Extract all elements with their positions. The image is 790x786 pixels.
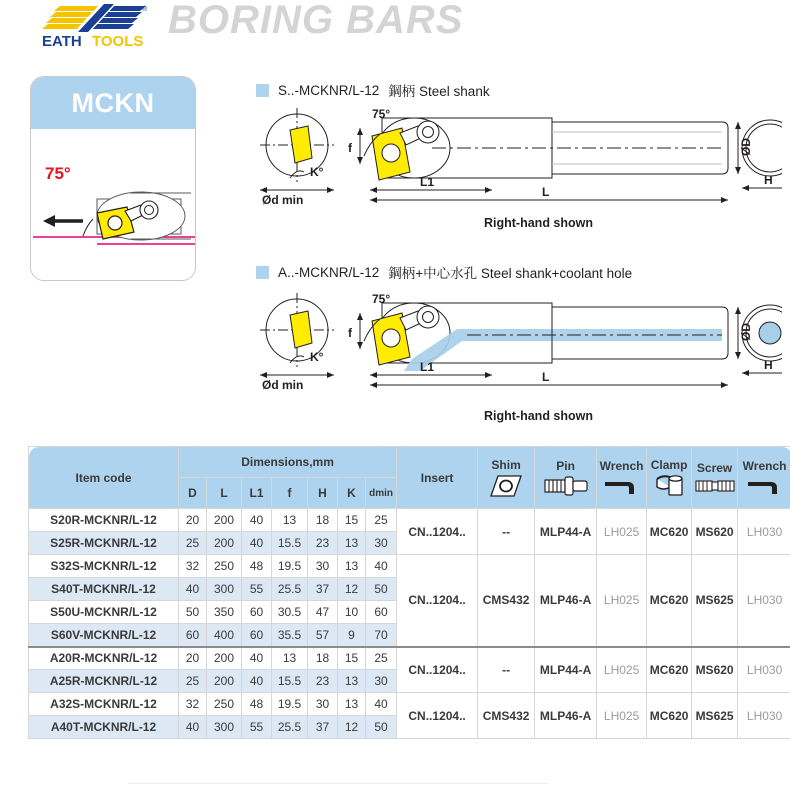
cell-h: 57: [308, 624, 338, 647]
cell-shim: --: [478, 509, 535, 555]
cell-screw: MS625: [692, 693, 738, 739]
cell-l: 400: [207, 624, 242, 647]
th-item-code: Item code: [29, 447, 179, 509]
cell-dmin: 40: [366, 555, 397, 578]
table-header-row-1: [29, 447, 790, 478]
product-card-title: MCKN: [71, 87, 155, 118]
section-1-description: 鋼柄 Steel shank: [388, 84, 490, 99]
th-l1: L1: [242, 478, 272, 509]
cell-shim: --: [478, 647, 535, 693]
drawing-1-dmin-label: Ød min: [262, 193, 304, 207]
table-row: [29, 693, 790, 716]
product-card-illustration: [31, 129, 195, 281]
cell-dmin: 50: [366, 578, 397, 601]
cell-h: 18: [308, 647, 338, 670]
cell-l1: 60: [242, 624, 272, 647]
right-hand-note-2: Right-hand shown: [484, 409, 594, 423]
table-row: [29, 509, 790, 532]
drawing-2-l1-label: L1: [420, 360, 435, 374]
table-body: [29, 509, 790, 739]
th-dimensions-group: Dimensions,mm: [179, 447, 397, 478]
cell-l1: 60: [242, 601, 272, 624]
table-header: [29, 447, 790, 509]
cell-item-code: S25R-MCKNR/L-12: [29, 532, 179, 555]
th-dmin: dmin: [366, 478, 397, 509]
drawing-1-od-label: ØD: [739, 138, 753, 156]
cell-item-code: S40T-MCKNR/L-12: [29, 578, 179, 601]
cell-f: 13: [272, 509, 308, 532]
hex-wrench-icon: [602, 475, 642, 497]
th-h: H: [308, 478, 338, 509]
drawing-2-h-label: H: [764, 358, 773, 372]
cell-dmin: 50: [366, 716, 397, 739]
cell-clamp: MC620: [647, 555, 692, 647]
th-k: K: [338, 478, 366, 509]
specification-table-wrapper: [28, 446, 787, 739]
cell-d: 50: [179, 601, 207, 624]
drawing-2-k-label: K°: [310, 350, 324, 364]
drawing-1-h-label: H: [764, 173, 773, 187]
cell-f: 25.5: [272, 716, 308, 739]
cell-h: 47: [308, 601, 338, 624]
coolant-hole-technical-drawing: [252, 285, 782, 400]
cell-l1: 48: [242, 693, 272, 716]
cell-clamp: MC620: [647, 693, 692, 739]
square-bullet-icon: [256, 84, 269, 97]
section-1-code: S..-MCKNR/L-12: [278, 82, 380, 98]
hex-wrench-icon: [745, 475, 785, 497]
drawing-2-od-label: ØD: [739, 323, 753, 341]
cell-d: 40: [179, 716, 207, 739]
cell-wrench2: LH030: [738, 647, 790, 693]
cell-l1: 40: [242, 647, 272, 670]
cell-k: 13: [338, 532, 366, 555]
right-hand-note-1: Right-hand shown: [484, 216, 594, 230]
cell-k: 15: [338, 509, 366, 532]
clamp-icon: [652, 474, 686, 498]
cell-item-code: A40T-MCKNR/L-12: [29, 716, 179, 739]
footer-divider: [128, 783, 548, 784]
cell-dmin: 25: [366, 509, 397, 532]
cell-clamp: MC620: [647, 509, 692, 555]
cell-k: 12: [338, 716, 366, 739]
company-logo: [30, 2, 170, 50]
cell-wrench1: LH025: [597, 647, 647, 693]
page-header: [0, 0, 790, 58]
cell-l: 200: [207, 509, 242, 532]
cell-pin: MLP46-A: [535, 555, 597, 647]
cell-f: 35.5: [272, 624, 308, 647]
steel-shank-technical-drawing: [252, 100, 782, 215]
cell-l: 300: [207, 578, 242, 601]
cell-k: 9: [338, 624, 366, 647]
section-title-coolant-hole: [256, 262, 632, 282]
cell-item-code: A20R-MCKNR/L-12: [29, 647, 179, 670]
drawing-1-l-label: L: [542, 185, 550, 199]
th-l: L: [207, 478, 242, 509]
cell-shim: CMS432: [478, 555, 535, 647]
eath-tools-logo-icon: [30, 2, 170, 50]
cell-l: 200: [207, 670, 242, 693]
cell-d: 25: [179, 670, 207, 693]
cell-f: 15.5: [272, 532, 308, 555]
cell-f: 25.5: [272, 578, 308, 601]
drawing-2-dmin-label: Ød min: [262, 378, 304, 392]
cell-h: 37: [308, 578, 338, 601]
cell-pin: MLP44-A: [535, 647, 597, 693]
drawing-2-angle-label: 75°: [372, 292, 391, 306]
cell-k: 13: [338, 693, 366, 716]
cell-f: 30.5: [272, 601, 308, 624]
cell-item-code: A25R-MCKNR/L-12: [29, 670, 179, 693]
cell-l1: 48: [242, 555, 272, 578]
feed-direction-arrow-icon: [43, 215, 83, 227]
cell-item-code: S50U-MCKNR/L-12: [29, 601, 179, 624]
cell-l: 250: [207, 693, 242, 716]
page-title: BORING BARS: [168, 0, 464, 42]
cell-l: 200: [207, 532, 242, 555]
cell-d: 60: [179, 624, 207, 647]
cell-f: 15.5: [272, 670, 308, 693]
section-2-description: 鋼柄+中心水孔 Steel shank+coolant hole: [388, 266, 633, 281]
cell-item-code: A32S-MCKNR/L-12: [29, 693, 179, 716]
cell-clamp: MC620: [647, 647, 692, 693]
cell-item-code: S20R-MCKNR/L-12: [29, 509, 179, 532]
mckn-tool-diagram-icon: [31, 129, 196, 281]
cell-h: 37: [308, 716, 338, 739]
drawing-1-f-label: f: [348, 141, 352, 155]
th-wrench-1: Wrench: [597, 447, 647, 509]
cell-l1: 40: [242, 532, 272, 555]
cell-screw: MS620: [692, 647, 738, 693]
cell-wrench1: LH025: [597, 693, 647, 739]
drawing-1-angle-label: 75°: [372, 107, 391, 121]
pin-icon: [543, 475, 589, 497]
table-row: [29, 647, 790, 670]
specification-table: [28, 446, 790, 739]
cell-k: 13: [338, 555, 366, 578]
table-row: [29, 555, 790, 578]
cell-dmin: 30: [366, 670, 397, 693]
section-2-code: A..-MCKNR/L-12: [278, 264, 380, 280]
cell-item-code: S60V-MCKNR/L-12: [29, 624, 179, 647]
cell-k: 15: [338, 647, 366, 670]
product-card-angle-label: 75°: [45, 164, 71, 183]
product-card-header: [31, 77, 195, 129]
cell-k: 12: [338, 578, 366, 601]
cell-d: 20: [179, 647, 207, 670]
drawing-2-l-label: L: [542, 370, 550, 384]
cell-insert: CN..1204..: [397, 509, 478, 555]
th-shim: Shim: [478, 447, 535, 509]
cell-pin: MLP44-A: [535, 509, 597, 555]
cell-l: 250: [207, 555, 242, 578]
cell-k: 13: [338, 670, 366, 693]
cell-insert: CN..1204..: [397, 647, 478, 693]
cell-wrench2: LH030: [738, 509, 790, 555]
cell-l: 200: [207, 647, 242, 670]
cell-l1: 55: [242, 578, 272, 601]
cell-d: 25: [179, 532, 207, 555]
cell-l1: 40: [242, 509, 272, 532]
cell-dmin: 40: [366, 693, 397, 716]
cell-l1: 55: [242, 716, 272, 739]
cell-wrench1: LH025: [597, 555, 647, 647]
cell-wrench1: LH025: [597, 509, 647, 555]
cell-wrench2: LH030: [738, 693, 790, 739]
th-d: D: [179, 478, 207, 509]
cell-d: 40: [179, 578, 207, 601]
cell-d: 32: [179, 693, 207, 716]
drawing-1-l1-label: L1: [420, 175, 435, 189]
th-screw: Screw: [692, 447, 738, 509]
cell-f: 19.5: [272, 693, 308, 716]
square-bullet-icon: [256, 266, 269, 279]
cell-d: 20: [179, 509, 207, 532]
cell-h: 23: [308, 532, 338, 555]
trademark-symbol: ®: [142, 6, 148, 13]
th-clamp: Clamp: [647, 447, 692, 509]
logo-text-tools: TOOLS: [92, 33, 144, 50]
cell-screw: MS620: [692, 509, 738, 555]
drawing-1-k-label: K°: [310, 165, 324, 179]
cell-dmin: 60: [366, 601, 397, 624]
section-title-steel-shank: [256, 80, 490, 100]
cell-f: 13: [272, 647, 308, 670]
cell-dmin: 25: [366, 647, 397, 670]
th-pin: Pin: [535, 447, 597, 509]
cell-shim: CMS432: [478, 693, 535, 739]
cell-pin: MLP46-A: [535, 693, 597, 739]
product-card-mckn: [30, 76, 196, 281]
cell-wrench2: LH030: [738, 555, 790, 647]
cell-d: 32: [179, 555, 207, 578]
screw-icon: [694, 477, 736, 495]
th-wrench-2: Wrench: [738, 447, 790, 509]
cell-item-code: S32S-MCKNR/L-12: [29, 555, 179, 578]
th-insert: Insert: [397, 447, 478, 509]
rhombus-shim-icon: [489, 474, 523, 498]
cell-h: 30: [308, 693, 338, 716]
cell-insert: CN..1204..: [397, 555, 478, 647]
logo-text-eath: EATH: [42, 33, 82, 50]
cell-insert: CN..1204..: [397, 693, 478, 739]
cell-h: 18: [308, 509, 338, 532]
cell-h: 30: [308, 555, 338, 578]
cell-l: 350: [207, 601, 242, 624]
cell-l1: 40: [242, 670, 272, 693]
th-f: f: [272, 478, 308, 509]
cell-h: 23: [308, 670, 338, 693]
cell-dmin: 30: [366, 532, 397, 555]
cell-dmin: 70: [366, 624, 397, 647]
cell-l: 300: [207, 716, 242, 739]
drawing-2-f-label: f: [348, 326, 352, 340]
cell-k: 10: [338, 601, 366, 624]
cell-f: 19.5: [272, 555, 308, 578]
cell-screw: MS625: [692, 555, 738, 647]
